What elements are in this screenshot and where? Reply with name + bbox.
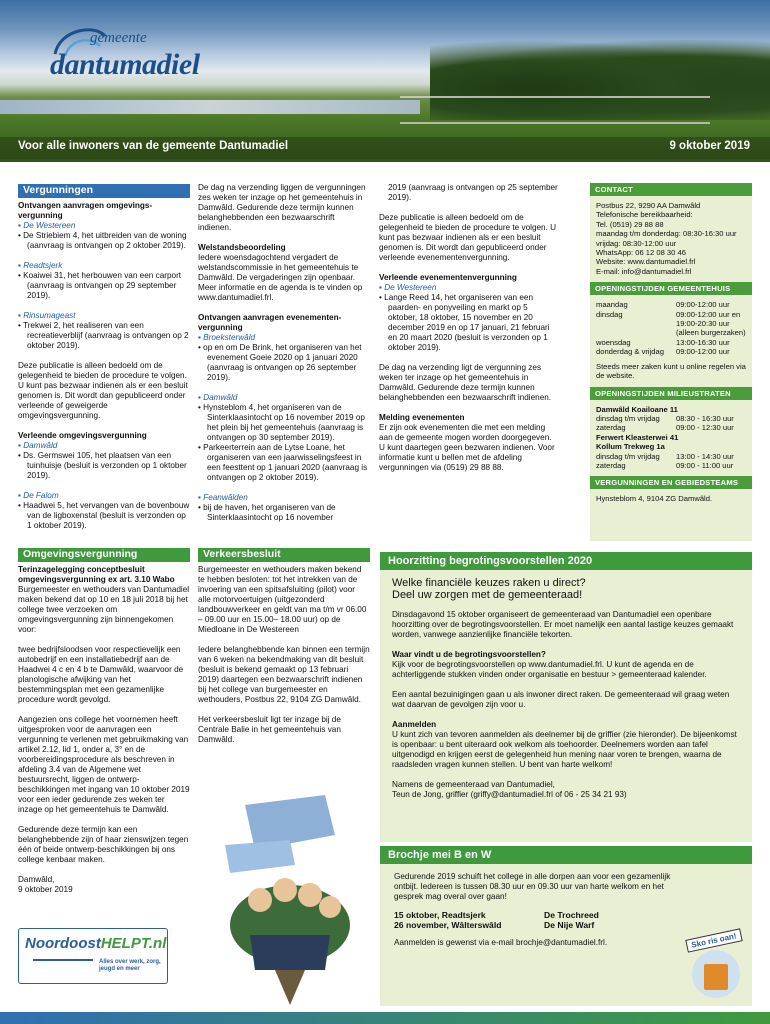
place-date: Damwâld,: [18, 875, 55, 884]
place-label: ▪ Damwâld: [18, 441, 58, 450]
section-brochje: [380, 846, 752, 1006]
section-title-vergunningen: Vergunningen: [18, 184, 190, 198]
subheading: Verleende evenementenvergunning: [379, 273, 517, 282]
list-item: • Parkeerterrein aan de Lytse Loane, het organiseren van een jaarwisselingsfeest in een feesttent op 1 januari 2020 (aanvraag is ontvangen op 2 oktober 2019).: [198, 443, 368, 482]
logo-subtitle: Alles over werk, zorg, jeugd en meer: [99, 959, 161, 972]
section-verkeersbesluit: [198, 548, 370, 755]
subheading: Terinzagelegging conceptbesluit omgevingsvergunning ex art. 3.10 Wabo: [18, 565, 175, 584]
contact-line: Telefonische bereikbaarheid:: [596, 210, 693, 220]
paragraph: twee bedrijfsloodsen voor respectievelijk een autobedrijf en een installatiebedrijf aan de Haadwei 4 c en 4 b te Damwâld, waarvoor de planologische afwijking van het bestemmingsplan met een gezamenlijke procedure wordt gevolgd.: [18, 645, 184, 704]
sko-ris-oan-badge: [682, 931, 746, 1000]
contact-block: [590, 196, 752, 282]
place-label: ▪ De Westereen: [18, 221, 76, 230]
contact-line: Tel. (0519) 29 88 88: [596, 219, 664, 229]
paragraph: Iedere belanghebbende kan binnen een termijn van 6 weken na bekendmaking van dit besluit (besluit is bekend gemaakt op 13 februari 2019) daartegen een bezwaarschrift indienen bij het college van burgemeester en wethouders, Postbus 22, 9104 ZG Damwâld.: [198, 645, 370, 704]
list-item: • Ds. Germswei 105, het plaatsen van een tuinhuisje (besluit is verzonden op 1 oktober 2019).: [18, 451, 187, 480]
paragraph: Deze publicatie is alleen bedoeld om de gelegenheid te bieden de procedure te volgen. U kunt pas bezwaar indienen als er een besluit genomen is. Dit wordt dan gepubliceerd onder verleende of geweigerde omgevingsvergunning.: [18, 361, 188, 420]
location-label: Damwâld Koailoane 11: [596, 404, 678, 414]
section-title-omgevingsvergunning: Omgevingsvergunning: [18, 548, 190, 562]
paragraph: De dag na verzending ligt de vergunning zes weken ter inzage op het gemeentehuis in Damwâld. Gedurende deze termijn kunnen belanghebbenden een bezwaarschrift indienen.: [379, 363, 552, 402]
subheading: Ontvangen aanvragen omgevings-vergunning: [18, 201, 153, 220]
paragraph: Aangezien ons college het voornemen heeft uitgesproken voor de aanvragen een vergunning te verlenen met gebruikmaking van artikel 2.12, lid 1, onder a, 3° en de voorbereidingsprocedure als beschreven in afdeling 3.4 van de Algemene wet bestuursrecht, liggen de ontwerp-beschikkingen met ingang van 10 oktober 2019 voor een ieder gedurende zes weken ter inzage op het gemeentehuis te Damwâld.: [18, 715, 190, 814]
paragraph: 2019 (aanvraag is ontvangen op 25 september 2019).: [388, 183, 558, 202]
place-label: ▪ Damwâld: [198, 393, 238, 402]
list-item: • Hynsteblom 4, het organiseren van de Sinterklaasintocht op 16 november 2019 op het plein bij het gemeentehuis (aanvraag is ontvangen op 30 september 2019).: [198, 403, 365, 442]
paragraph: Er zijn ook evenementen die met een melding aan de gemeente mogen worden doorgegeven. U kunt daartegen geen bezwaren indienen. Voor informatie kunt u bellen met de afdeling vergunningen via (0519) 29 88 88.: [379, 423, 555, 472]
paragraph: Iedere woensdagochtend vergadert de welstandscommissie in het gemeentehuis te Damwâld. De vergaderingen zijn openbaar. Meer informatie en de agenda is te vinden op www.dantumadiel.frl.: [198, 253, 363, 302]
openingstijden-block: [590, 295, 752, 386]
hours-row: maandag 09:00-12:00 uur: [596, 300, 730, 310]
subheading: Melding evenementen: [379, 413, 465, 422]
section-omgevingsvergunning: [18, 548, 190, 895]
hours-row: zaterdag 09:00 - 12:30 uur: [596, 423, 734, 433]
contact-line: vrijdag: 08:30-12:00 uur: [596, 238, 677, 248]
milieustraten-heading: OPENINGSTIJDEN MILIEUSTRATEN: [590, 387, 752, 400]
contact-line: WhatsApp: 06 12 08 30 46: [596, 248, 686, 258]
hours-row: woensdag 13:00-16:30 uur: [596, 337, 730, 347]
location-label: Kollum Trekweg 1a: [596, 442, 665, 452]
list-item: • De Striebiem 4, het uitbreiden van de woning (aanvraag is ontvangen op 2 oktober 2019).: [18, 231, 187, 250]
hours-row: (alleen burgerzaken): [676, 328, 746, 338]
breakfast-date-row: 15 oktober, Readtsjerk 26 november, Wâlterswâld De Trochreed De Nije Warf: [394, 910, 599, 930]
contact-line: maandag t/m donderdag: 08:30-16:30 uur: [596, 229, 737, 239]
place-label: ▪ Readtsjerk: [18, 261, 63, 270]
paragraph: Aanmelden is gewenst via e-mail brochje@dantumadiel.frl.: [394, 938, 608, 947]
signature-line: Teun de Jong, griffier (griffy@dantumadiel.frl of 06 - 25 34 21 93): [392, 790, 627, 799]
hours-row: dinsdag 09:00-12:00 uur en: [596, 309, 741, 319]
tagline-bar: [0, 137, 770, 159]
location-label: Ferwert Kleasterwei 41: [596, 432, 679, 442]
website-link[interactable]: Website: www.dantumadiel.frl: [596, 257, 696, 267]
logo-small-text: gemeente: [90, 30, 147, 46]
header-banner: [0, 0, 770, 162]
banner-water: [0, 100, 420, 114]
hours-row: dinsdag t/m vrijdag 13:00 - 14:30 uur: [596, 451, 734, 461]
paragraph: Het verkeersbesluit ligt ter inzage bij de Centrale Balie in het gemeentehuis van Damwâld.: [198, 715, 341, 744]
municipality-logo: [50, 30, 240, 100]
list-item: • bij de haven, het organiseren van de Sinterklaasintocht op 16 november: [198, 503, 336, 522]
subheading: Ontvangen aanvragen evenementen-vergunning: [198, 313, 342, 332]
contact-heading: CONTACT: [590, 183, 752, 196]
place-label: ▪ Feanwâlden: [198, 493, 248, 502]
logo-name-1: Noordoost: [25, 935, 101, 952]
subheading: Waar vindt u de begrotingsvoorstellen?: [392, 650, 546, 659]
paragraph: Deze publicatie is alleen bedoeld om de gelegenheid te bieden de procedure te volgen. U kunt pas bezwaar indienen als er een besluit genomen is. Dit wordt dan gepubliceerd onder verleende evenementenvergunning.: [379, 213, 557, 262]
column-2: [198, 183, 370, 523]
logo-big-text: dantumadiel: [50, 48, 200, 81]
paragraph: De dag na verzending liggen de vergunningen zes weken ter inzage op het gemeentehuis in Damwâld. Gedurende deze termijn kunnen belanghebbenden een bezwaarschrift indienen.: [198, 183, 366, 232]
hoorzitting-title: Hoorzitting begrotingsvoorstellen 2020: [380, 552, 752, 570]
column-vergunningen: [18, 184, 190, 541]
people-icon: [33, 959, 93, 977]
noordoosthelpt-logo[interactable]: [18, 928, 168, 984]
paragraph: U kunt zich van tevoren aanmelden als deelnemer bij de griffier (zie hieronder). De bijeenkomst is openbaar: u bent uiteraard ook welkom als toehoorder. Deelnemers worden aan tafel uitgenodigd en krijgen eerst de gelegenheid hun mening naar voren te brengen, waarna de raadsleden vragen kunnen stellen. U bent van harte welkom!: [392, 730, 737, 769]
tagline-text: Voor alle inwoners van de gemeente Dantumadiel: [18, 140, 289, 152]
signature-line: Namens de gemeenteraad van Dantumadiel,: [392, 780, 555, 789]
place-date: 9 oktober 2019: [18, 885, 73, 894]
place-label: ▪ Rinsumageast: [18, 311, 76, 320]
brochje-title: Brochje mei B en W: [380, 846, 752, 864]
paragraph: Dinsdagavond 15 oktober organiseert de gemeenteraad van Dantumadiel een openbare hoorzitting over de begrotingsvoorstellen. Er moet namelijk een aantal lastige keuzes gemaakt worden, vanwege aanzienlijke financiële tekorten.: [392, 610, 734, 639]
paragraph: Gedurende 2019 schuift het college in alle dorpen aan voor een gezamenlijk ontbijt. Iedereen is tussen 08.30 uur en 09.30 uur van harte welkom en het gesprek mag overal over gaan!: [394, 872, 671, 901]
list-item: • Lange Reed 14, het organiseren van een paarden- en ponyveiling en markt op 5 oktober, 18 oktober, 15 november en 20 december 2019 en op 17 januari, 21 februari en 20 maart 2020 (besluit is verzonden op 1 oktober 2019).: [379, 293, 550, 352]
contact-line: Postbus 22, 9290 AA Damwâld: [596, 201, 701, 210]
logo-name-2: HELPT.nl: [100, 935, 167, 952]
footer-stripe: [0, 1012, 770, 1024]
paragraph: Burgemeester en wethouders van Dantumadiel maken bekend dat op 10 en 18 juli 2018 bij het college twee verzoeken om omgevingsvergunning zijn binnengekomen voor:: [18, 585, 190, 634]
milieustraten-block: [590, 400, 752, 477]
column-3: [379, 183, 559, 483]
place-label: ▪ Broeksterwâld: [198, 333, 256, 342]
list-item: • Koaiwei 31, het herbouwen van een carport (aanvraag is ontvangen op 29 september 2019).: [18, 271, 182, 300]
email-link[interactable]: E-mail: info@dantumadiel.frl: [596, 266, 692, 276]
hoorzitting-question: [392, 577, 586, 601]
subheading: Aanmelden: [392, 720, 437, 729]
section-hoorzitting: [380, 552, 752, 842]
mug-icon: [704, 964, 728, 990]
hoorzitting-text: [392, 610, 744, 800]
list-item: • Haadwei 5, het vervangen van de bovenbouw van de ligboxenstal (besluit is verzonden op 1 oktober 2019).: [18, 501, 190, 530]
hours-row: zaterdag 09:00 - 11:00 uur: [596, 460, 734, 470]
gebiedsteams-address: Hynsteblom 4, 9104 ZG Damwâld.: [596, 494, 713, 504]
info-sidebar: [590, 183, 752, 541]
online-note: Steeds meer zaken kunt u online regelen via de website.: [596, 361, 746, 381]
question-line: Welke financiële keuzes raken u direct?: [392, 577, 586, 589]
hours-row: dinsdag t/m vrijdag 08:30 - 16:30 uur: [596, 413, 734, 423]
banner-fence: [400, 96, 710, 124]
openingstijden-heading: OPENINGSTIJDEN GEMEENTEHUIS: [590, 282, 752, 295]
question-line: Deel uw zorgen met de gemeenteraad!: [392, 589, 583, 601]
place-label: ▪ De Falom: [18, 491, 59, 500]
issue-date: 9 oktober 2019: [669, 140, 750, 152]
badge-text: Sko ris oan!: [685, 928, 742, 952]
paragraph: Burgemeester en wethouders maken bekend te hebben besloten: tot het intrekken van de invoering van een spitsafsluiting (pilot) voor alle motorvoertuigen (uitgezonderd landbouwverkeer en geldt van ma t/m vr 06.00 – 09.00 uur en 15.00– 18.00 uur) op de Miedloane in De Westereen: [198, 565, 367, 634]
hours-row: 19:00-20:30 uur: [676, 319, 730, 329]
illustration-image: [205, 795, 375, 1010]
brochje-text: [394, 872, 694, 948]
section-title-verkeersbesluit: Verkeersbesluit: [198, 548, 370, 562]
college-illustration: [205, 795, 375, 1010]
gebiedsteams-heading: VERGUNNINGEN EN GEBIEDSTEAMS: [590, 476, 752, 489]
paragraph: Kijk voor de begrotingsvoorstellen op www.dantumadiel.frl. U kunt de agenda en de achterliggende stukken vinden onder organisatie en bestuur > gemeenteraad kalender.: [392, 660, 707, 679]
place-label: ▪ De Westereen: [379, 283, 437, 292]
hours-row: donderdag & vrijdag 09:00-12:00 uur: [596, 347, 730, 357]
paragraph: Een aantal bezuinigingen gaan u als inwoner direct raken. De gemeenteraad wil graag weten wat daarvan de gevolgen zijn voor u.: [392, 690, 730, 709]
subheading: Welstandsbeoordeling: [198, 243, 286, 252]
list-item: • op en om De Brink, het organiseren van het evenement Goeie 2020 op 1 januari 2020 (aanvraag is ontvangen op 26 september 2019).: [198, 343, 362, 382]
paragraph: Gedurende deze termijn kan een belanghebbende zijn of haar zienswijzen tegen één of beide ontwerp-beschikkingen bij ons college kenbaar maken.: [18, 825, 189, 864]
list-item: • Trekwei 2, het realiseren van een recreatieverblijf (aanvraag is ontvangen op 2 oktober 2019).: [18, 321, 189, 350]
subheading: Verleende omgevingsvergunning: [18, 431, 147, 440]
